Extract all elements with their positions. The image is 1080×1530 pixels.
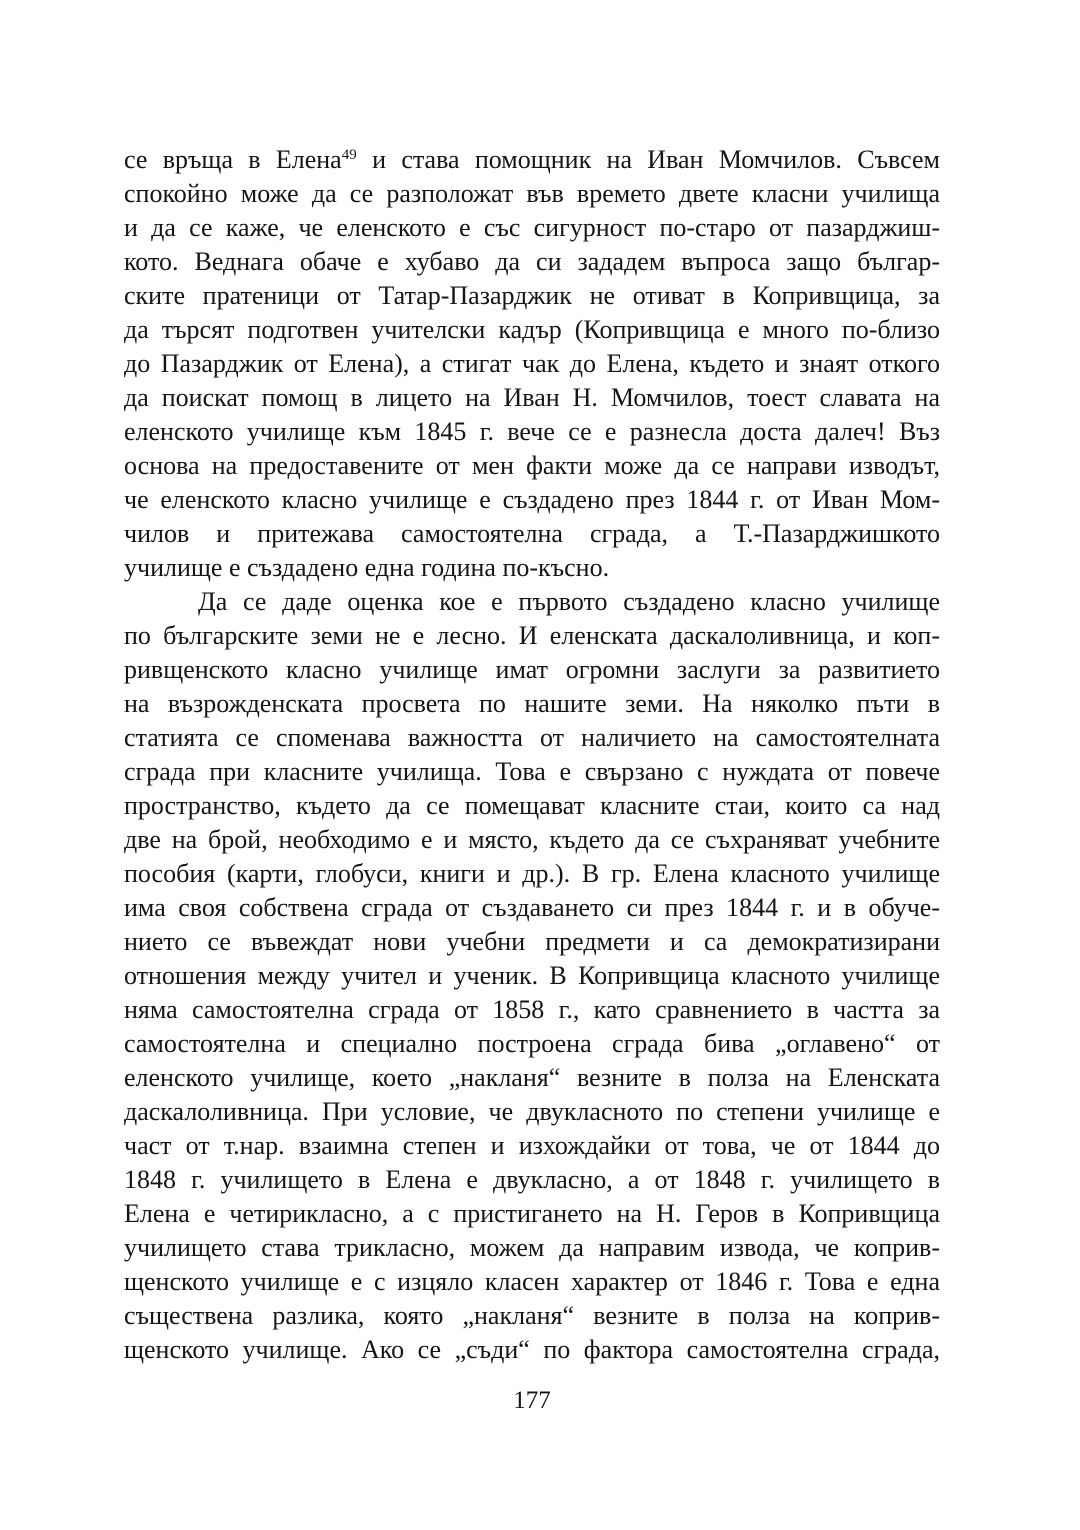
text-line: щенското училище. Ако се „съди“ по фактора самостоятелна сграда, [124, 1335, 940, 1364]
text-line: чилов и притежава самостоятелна сграда, а Т.-Пазарджишкото [124, 519, 940, 548]
text-line: кото. Веднага обаче е хубаво да си зададем въпроса защо българ- [124, 247, 940, 276]
text-line: Да се даде оценка кое е първото създадено класно училище [198, 587, 940, 616]
text-line: и да се каже, че еленското е със сигурност по-старо от пазарджиш- [124, 213, 940, 242]
text-line: самостоятелна и специално построена сграда бива „оглавено“ от [124, 1029, 940, 1058]
text-line: Елена е четирикласно, а с пристигането на Н. Геров в Копривщица [124, 1199, 940, 1228]
text-line: по българските земи не е лесно. И еленската даскалоливница, и коп- [124, 621, 940, 650]
text-line: еленското училище към 1845 г. вече се е разнесла доста далеч! Въз [124, 417, 940, 446]
text-line: сграда при класните училища. Това е свързано с нуждата от повече [124, 757, 940, 786]
text-line: ривщенското класно училище имат огромни заслуги за развитието [124, 655, 940, 684]
text-line: да търсят подготвен учителски кадър (Копривщица е много по-близо [124, 315, 940, 344]
paragraph-2 [124, 585, 940, 1367]
text-line: основа на предоставените от мен факти може да се направи изводът, [124, 451, 940, 480]
page-number: 177 [513, 1387, 551, 1414]
text-line: еленското училище, което „накланя“ везните в полза на Еленската [124, 1063, 940, 1092]
text-segment: се връща в Елена [124, 145, 342, 174]
text-line: даскалоливница. При условие, че двукласното по степени училище е [124, 1097, 940, 1126]
text-line: до Пазарджик от Елена), а стигат чак до Елена, където и знаят откого [124, 349, 940, 378]
text-line: съществена разлика, която „накланя“ везните в полза на коприв- [124, 1301, 940, 1330]
text-line: спокойно може да се разположат във времето двете класни училища [124, 179, 940, 208]
text-line: училище е създадено една година по-късно. [124, 553, 610, 582]
text-segment: и става помощник на Иван Момчилов. Съвсем [356, 145, 940, 174]
text-line: статията се споменава важността от наличието на самостоятелната [124, 723, 940, 752]
text-line: част от т.нар. взаимна степен и изхождайки от това, че от 1844 до [124, 1131, 940, 1160]
text-line: на възрожденската просвета по нашите земи. На няколко пъти в [124, 689, 940, 718]
paragraph-1 [124, 143, 940, 585]
body-text [124, 143, 940, 1367]
footnote-reference: 49 [341, 146, 357, 163]
text-line: две на брой, необходимо е и място, където да се съхраняват учебните [124, 825, 940, 854]
text-line: пособия (карти, глобуси, книги и др.). В гр. Елена класното училище [124, 859, 940, 888]
text-line: 1848 г. училището в Елена е двукласно, а от 1848 г. училището в [124, 1165, 940, 1194]
text-line: училището става трикласно, можем да направим извода, че коприв- [124, 1233, 940, 1262]
text-line: щенското училище е с изцяло класен характер от 1846 г. Това е една [124, 1267, 940, 1296]
text-line: да поискат помощ в лицето на Иван Н. Момчилов, тоест славата на [124, 383, 940, 412]
text-line: няма самостоятелна сграда от 1858 г., като сравнението в частта за [124, 995, 940, 1024]
text-line: че еленското класно училище е създадено през 1844 г. от Иван Мом- [124, 485, 940, 514]
text-line [124, 143, 940, 177]
text-line: отношения между учител и ученик. В Копривщица класното училище [124, 961, 940, 990]
text-line: ските пратеници от Татар-Пазарджик не отиват в Копривщица, за [124, 281, 940, 310]
text-line: нието се въвеждат нови учебни предмети и са демократизирани [124, 927, 940, 956]
text-line: има своя собствена сграда от създаването си през 1844 г. и в обуче- [124, 893, 940, 922]
text-line: пространство, където да се помещават класните стаи, които са над [124, 791, 940, 820]
